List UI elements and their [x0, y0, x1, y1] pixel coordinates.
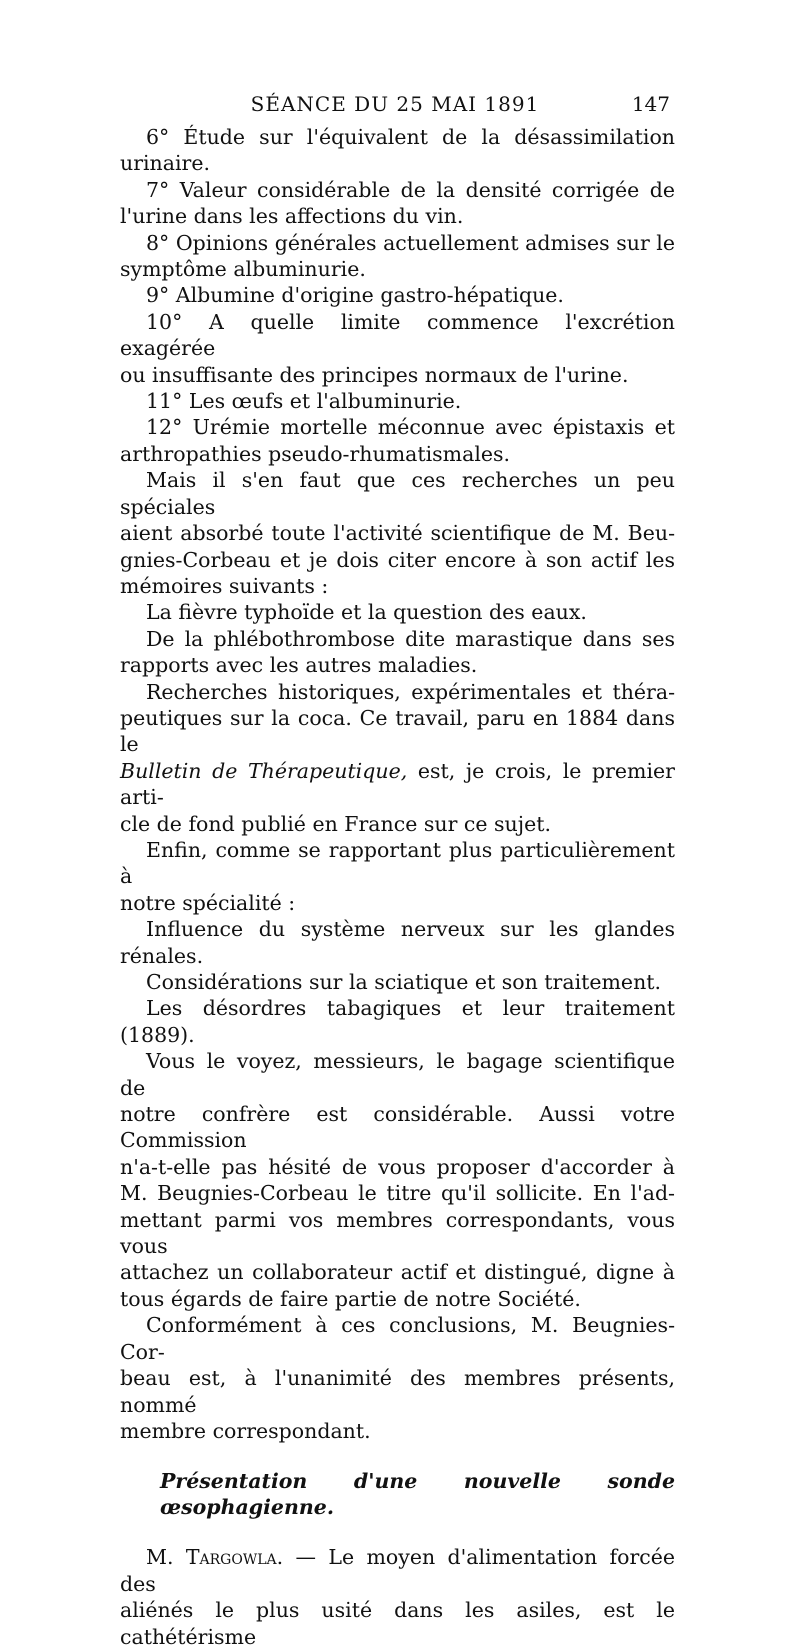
text-line: cle de fond publié en France sur ce sujet. [120, 811, 552, 836]
text-line: mémoires suivants : [120, 573, 329, 598]
text-line [120, 758, 675, 811]
text-line: tous égards de faire partie de notre Société. [120, 1286, 581, 1311]
spacer [120, 1444, 675, 1468]
paragraph-activities [120, 467, 675, 599]
paragraph-targowla [120, 1544, 675, 1650]
text-line: n'a-t-elle pas hésité de vous proposer d'accorder à [120, 1154, 675, 1179]
memoir-item [120, 995, 675, 1048]
text-line: mettant parmi vos membres correspondants, vous vous [120, 1207, 675, 1259]
text-line: peutiques sur la coca. Ce travail, paru en 1884 dans le [120, 705, 675, 757]
text-line: Les désordres tabagiques et leur traitement (1889). [120, 996, 675, 1047]
running-header [120, 92, 670, 120]
list-item-12 [120, 414, 675, 467]
memoir-item [120, 969, 675, 995]
list-item-6 [120, 124, 675, 177]
text-line: membre correspondant. [120, 1418, 371, 1443]
text-line: 12° Urémie mortelle méconnue avec épistaxis et [146, 415, 675, 440]
paragraph-conclusion [120, 1312, 675, 1444]
page-number: 147 [631, 92, 670, 116]
text-line: notre confrère est considérable. Aussi votre Commission [120, 1102, 675, 1153]
memoir-item [120, 599, 675, 625]
section-title: Présentation d'une nouvelle sonde œsophagienne. [160, 1469, 675, 1520]
text-line [120, 1544, 675, 1597]
text-line: beau est, à l'unanimité des membres présents, nommé [120, 1366, 675, 1417]
paragraph-specialty [120, 837, 675, 916]
text-line: La fièvre typhoïde et la question des eaux. [146, 600, 587, 625]
text-line: 8° Opinions générales actuellement admises sur le [146, 230, 675, 255]
text-line: Influence du système nerveux sur les glandes rénales. [120, 917, 675, 968]
journal-title: Bulletin de Thérapeutique, [120, 758, 408, 783]
text-fragment: . — Le moyen d'alimentation forcée des [120, 1545, 675, 1596]
text-line: ou insuffisante des principes normaux de l'urine. [120, 362, 629, 387]
text-line: Conformément à ces conclusions, M. Beugnies-Cor- [120, 1313, 675, 1364]
page-body [120, 124, 675, 1650]
memoir-item [120, 626, 675, 679]
text-fragment: est, je crois, le premier arti- [120, 758, 675, 810]
text-line: arthropathies pseudo-rhumatismales. [120, 441, 511, 466]
text-line: Considérations sur la sciatique et son traitement. [146, 970, 662, 994]
text-line: rapports avec les autres maladies. [120, 653, 478, 678]
text-line: Enfin, comme se rapportant plus particulièrement à [120, 837, 675, 889]
text-line: notre spécialité : [120, 890, 296, 915]
text-line: l'urine dans les affections du vin. [120, 204, 464, 229]
speaker-prefix: M. [146, 1545, 186, 1570]
text-line: Recherches historiques, expérimentales et théra- [146, 679, 675, 704]
text-line: 7° Valeur considérable de la densité corrigée de [146, 177, 675, 202]
text-line: 9° Albumine d'origine gastro-hépatique. [146, 283, 564, 308]
text-line: 6° Étude sur l'équivalent de la désassimilation urinaire. [120, 125, 675, 176]
list-item-11 [120, 388, 675, 414]
text-line: 11° Les œufs et l'albuminurie. [146, 389, 462, 414]
running-title: SÉANCE DU 25 MAI 1891 [250, 92, 540, 116]
text-line: symptôme albuminurie. [120, 257, 366, 282]
text-line: Mais il s'en faut que ces recherches un peu spéciales [120, 468, 675, 519]
text-line: De la phlébothrombose dite marastique dans ses [146, 626, 675, 651]
memoir-item [120, 679, 675, 837]
text-line: aliénés le plus usité dans les asiles, est le cathétérisme [120, 1598, 675, 1649]
text-line: M. Beugnies-Corbeau le titre qu'il sollicite. En l'ad- [120, 1181, 675, 1206]
text-line: gnies-Corbeau et je dois citer encore à son actif les [120, 547, 675, 572]
speaker-name: Targowla [185, 1545, 277, 1570]
text-line: 10° A quelle limite commence l'excrétion exagérée [120, 309, 675, 361]
text-line: Vous le voyez, messieurs, le bagage scientifique de [120, 1049, 675, 1100]
list-item-7 [120, 177, 675, 230]
list-item-10 [120, 309, 675, 388]
memoir-item [120, 916, 675, 969]
spacer [120, 1520, 675, 1544]
paragraph-commission [120, 1048, 675, 1312]
list-item-8 [120, 230, 675, 283]
list-item-9 [120, 282, 675, 308]
text-line: attachez un collaborateur actif et distingué, digne à [120, 1260, 675, 1285]
text-line: aient absorbé toute l'activité scientifique de M. Beu- [120, 521, 675, 546]
